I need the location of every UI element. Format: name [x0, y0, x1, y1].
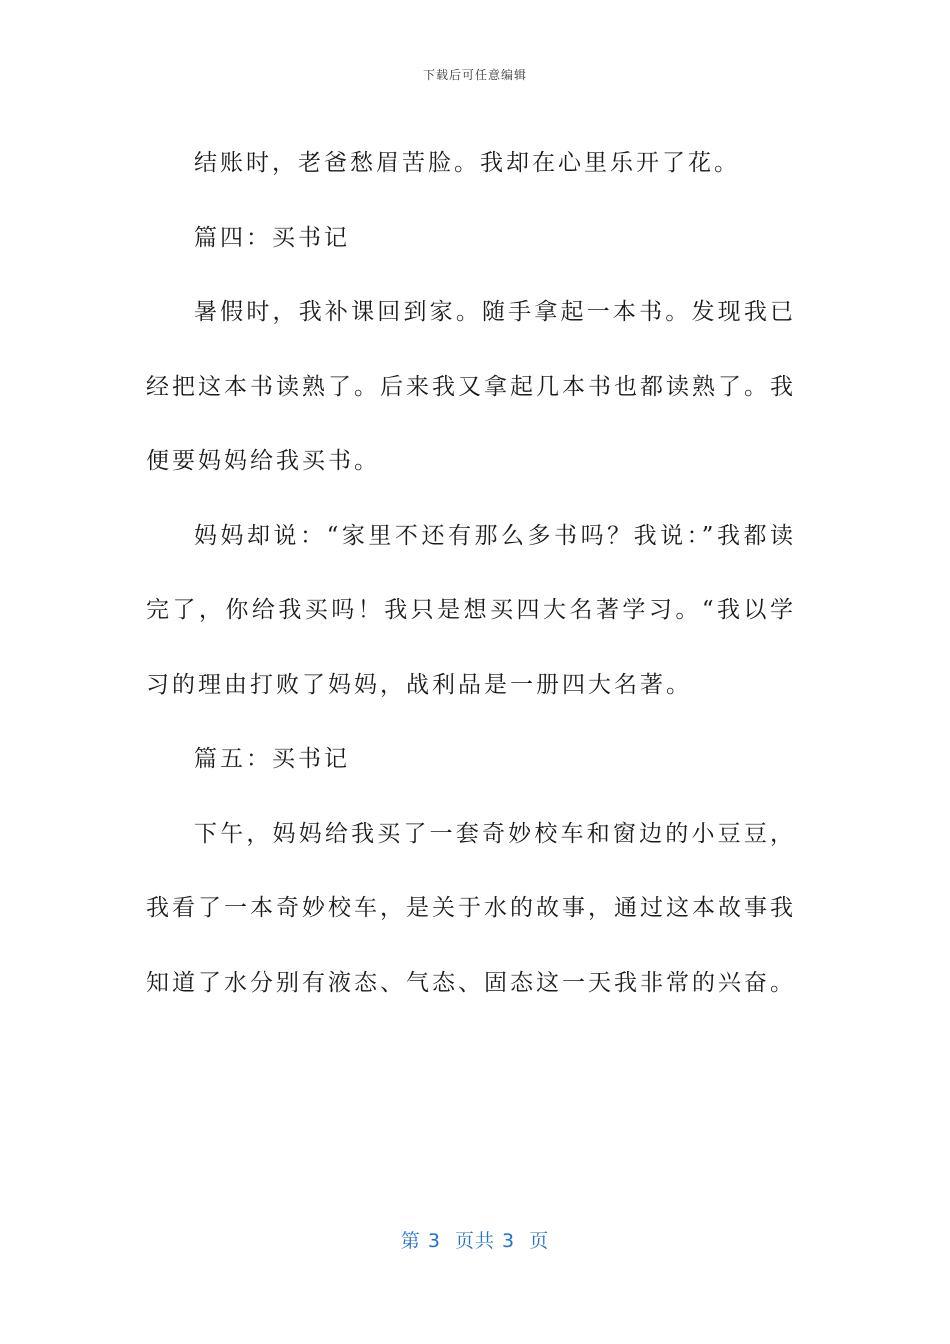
page-header: 下载后可任意编辑: [422, 68, 527, 82]
section-heading-4: 篇四：买书记: [194, 224, 350, 251]
paragraph-afternoon: 下午，妈妈给我买了一套奇妙校车和窗边的小豆豆，我看了一本奇妙校车，是关于水的故事，通过这本故事我知道了水分别有液态、气态、固态这一天我非常的兴奋。: [146, 820, 796, 996]
paragraph-mom-said: 妈妈却说：“家里不还有那么多书吗？我说：”我都读完了，你给我买吗！我只是想买四大名著学习。“我以学习的理由打败了妈妈，战利品是一册四大名著。: [146, 522, 796, 698]
paragraph-summer: 暑假时，我补课回到家。随手拿起一本书。发现我已经把这本书读熟了。后来我又拿起几本书也都读熟了。我便要妈妈给我买书。: [146, 299, 796, 474]
paragraph-checkout: 结账时，老爸愁眉苦脸。我却在心里乐开了花。: [194, 150, 740, 176]
page-number-footer: 第 3 页共 3 页: [400, 1230, 550, 1252]
document-body: [146, 126, 796, 1020]
section-heading-5: 篇五：买书记: [194, 746, 350, 772]
